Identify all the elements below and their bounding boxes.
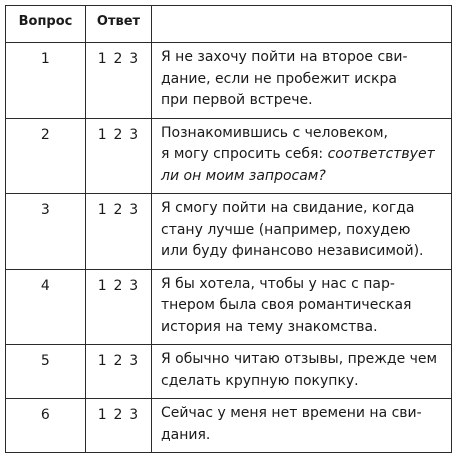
statement-line: Познакомившись с человеком, bbox=[161, 124, 388, 141]
statement-line: Сейчас у меня нет времени на сви- bbox=[161, 405, 422, 421]
table-row bbox=[6, 345, 452, 399]
table-row bbox=[6, 118, 452, 194]
answer-options: 1 2 3 bbox=[86, 269, 152, 345]
table-row bbox=[6, 399, 452, 453]
statement-line: я могу спросить себя: bbox=[161, 146, 328, 162]
statement-line: при первой встрече. bbox=[161, 92, 313, 108]
statement-line: Я обычно читаю отзывы, прежде чем bbox=[161, 351, 438, 367]
answer-options: 1 2 3 bbox=[86, 43, 152, 119]
questionnaire-table bbox=[5, 5, 452, 453]
question-number: 1 bbox=[6, 43, 86, 119]
question-number: 2 bbox=[6, 118, 86, 194]
table-row bbox=[6, 194, 452, 270]
statement-line: тнером была своя романтическая bbox=[161, 297, 412, 313]
statement-line: или буду финансово независимой). bbox=[161, 243, 424, 259]
question-number: 5 bbox=[6, 345, 86, 399]
table-row bbox=[6, 269, 452, 345]
statement-text bbox=[152, 43, 452, 119]
table-row bbox=[6, 43, 452, 119]
statement-text bbox=[152, 194, 452, 270]
answer-options: 1 2 3 bbox=[86, 399, 152, 453]
statement-line: стану лучше (например, похудею bbox=[161, 221, 411, 238]
answer-options: 1 2 3 bbox=[86, 194, 152, 270]
statement-line: Я не захочу пойти на второе сви- bbox=[161, 49, 408, 65]
header-row bbox=[6, 6, 452, 43]
statement-text bbox=[152, 345, 452, 399]
question-number: 6 bbox=[6, 399, 86, 453]
header-statement bbox=[152, 6, 452, 43]
answer-options: 1 2 3 bbox=[86, 118, 152, 194]
question-number: 4 bbox=[6, 269, 86, 345]
statement-text bbox=[152, 399, 452, 453]
question-number: 3 bbox=[6, 194, 86, 270]
header-question: Вопрос bbox=[6, 6, 86, 43]
statement-line: Я смогу пойти на свидание, когда bbox=[161, 200, 415, 216]
statement-text bbox=[152, 269, 452, 345]
statement-line: дание, если не пробежит искра bbox=[161, 70, 397, 87]
statement-line: Я бы хотела, чтобы у нас с пар- bbox=[161, 275, 395, 292]
statement-line-italic: ли он моим запросам? bbox=[161, 167, 326, 184]
statement-line-italic: соответствует bbox=[327, 146, 435, 162]
statement-line: сделать крупную покупку. bbox=[161, 372, 359, 389]
statement-text bbox=[152, 118, 452, 194]
answer-options: 1 2 3 bbox=[86, 345, 152, 399]
statement-line: дания. bbox=[161, 426, 211, 443]
header-answer: Ответ bbox=[86, 6, 152, 43]
statement-line: история на тему знакомства. bbox=[161, 318, 378, 335]
